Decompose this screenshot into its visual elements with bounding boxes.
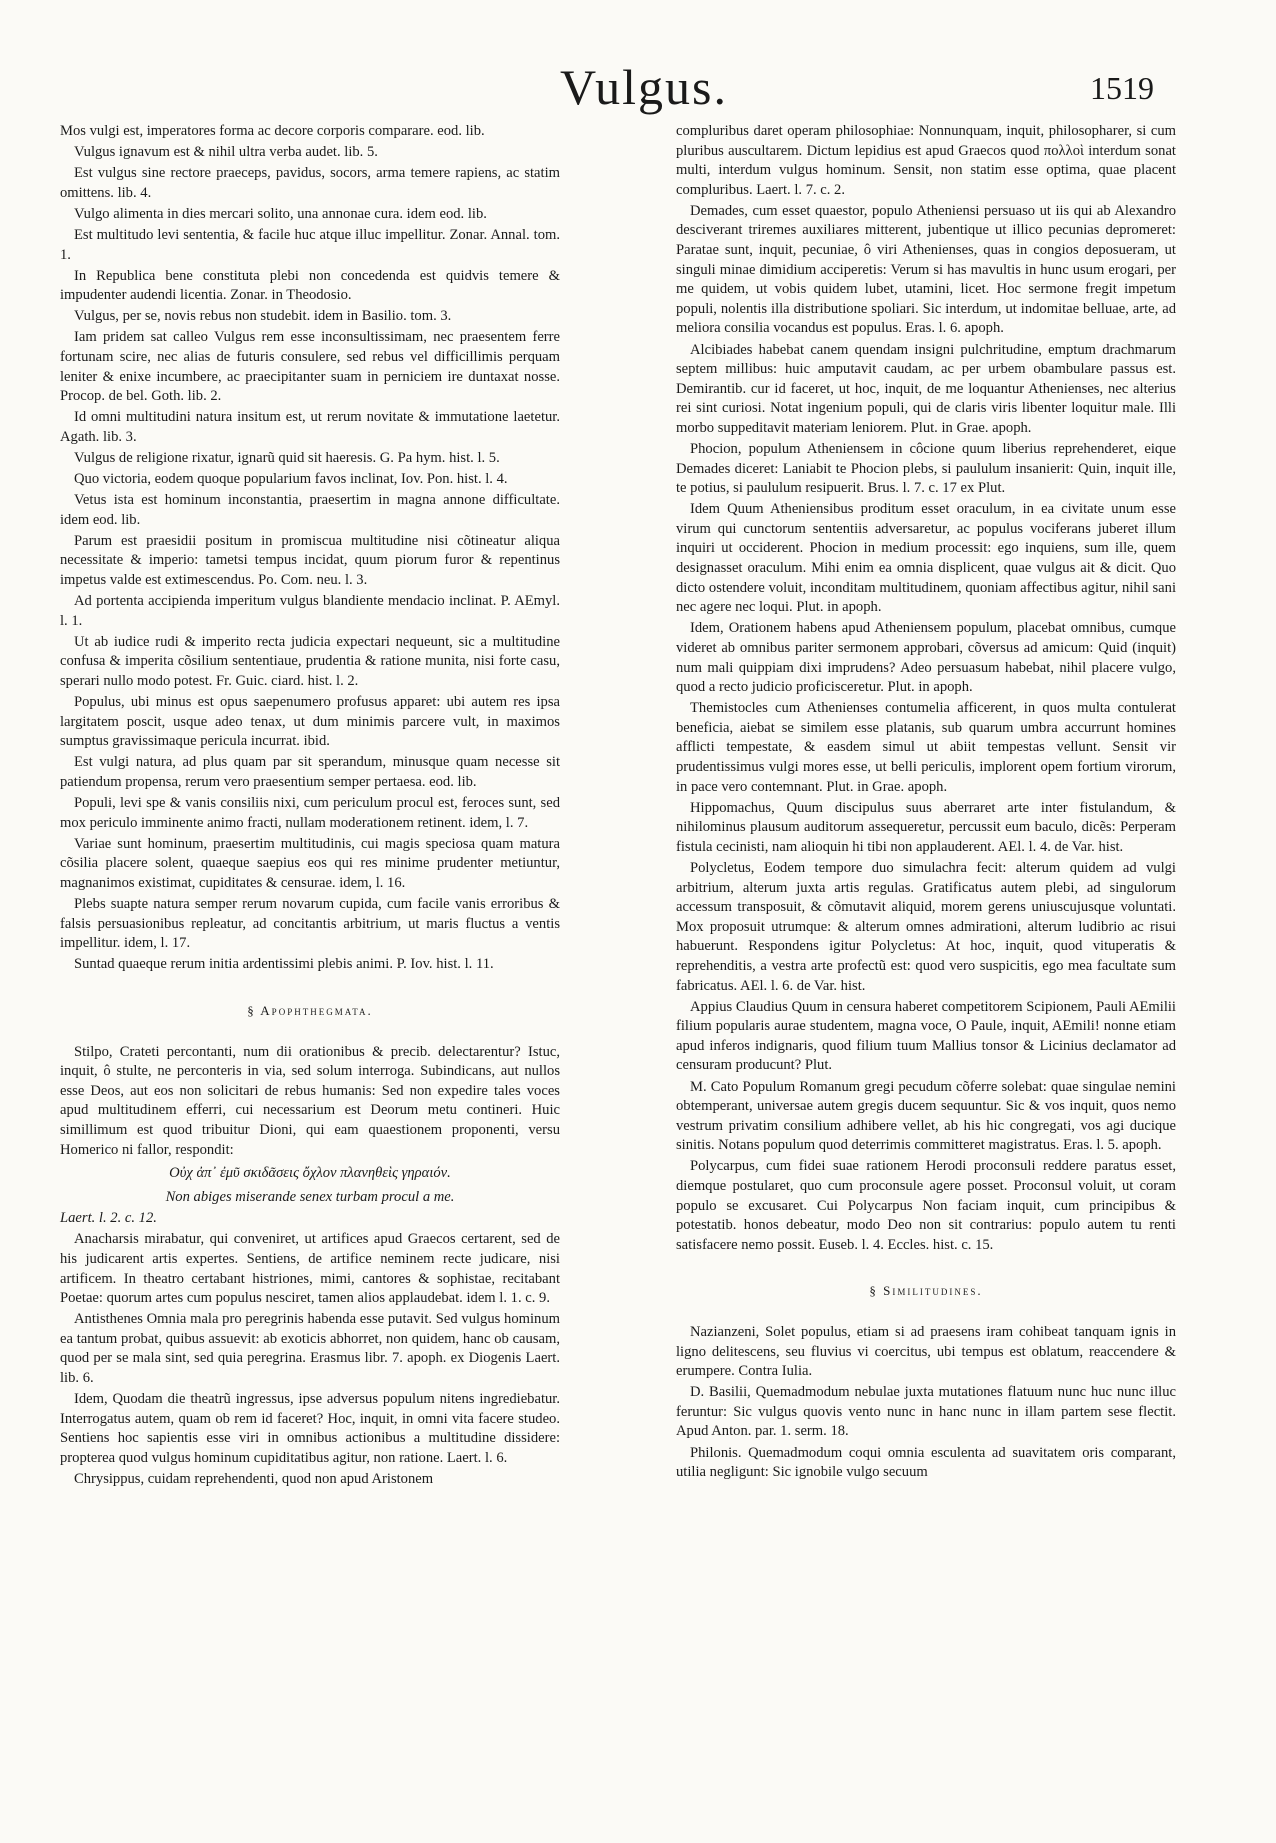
left-column [60, 122, 560, 1491]
paragraph: Polycletus, Eodem tempore duo simulachra fecit: alterum quidem ad vulgi arbitrium, alterum juxta artis regulas. Gratificatus autem plebi, ad singulorum accessum transposuit, & cõmutavit aliquid, morem gerens uniuscujusque voluntati. Mox proposuit utrumque: & alterum omnes admirationi, alterum ludibrio ac risui habuerunt. Respondens igitur Polycletus: At hoc, inquit, quod vituperatis & reprehenditis, a vestra arte profectũ est: quod vero suspicitis, ego mea facultate sum fabricatus. AEl. l. 6. de Var. hist. [676, 859, 1176, 994]
paragraph: Vulgus ignavum est & nihil ultra verba audet. lib. 5. [74, 144, 378, 161]
paragraph: M. Cato Populum Romanum gregi pecudum cõferre solebat: quae singulae nemini obtemperant, universae autem gregis ducem sequuntur. Sic & vos inquit, quos nemo vestrum privatim consilium adhibere vellet, ab his hic congregati, vos agi ducique sinitis. Notans populum quod deterrimis committeret magistratus. Eras. l. 5. apoph. [676, 1078, 1176, 1154]
source-citation: Laert. l. 2. c. 12. [60, 1210, 157, 1227]
paragraph: Idem, Quodam die theatrũ ingressus, ipse adversus populum nitens ingrediebatur. Interrogatus autem, quam ob rem id faceret? Hoc, inquit, in omni vita facere studeo. Sentiens hoc sapientis esse viri in omnibus actionibus a multitudine dissidere: propterea quod vulgus hominum cupiditatibus agitur, non ratione. Laert. l. 6. [60, 1391, 560, 1466]
paragraph: Vetus ista est hominum inconstantia, praesertim in magna annone difficultate. idem eod. lib. [60, 492, 560, 528]
paragraph: Nazianzeni, Solet populus, etiam si ad praesens iram cohibeat tanquam ignis in ligno delitescens, seu fluvius vi coercitus, ubi tempus est oblatum, reaccendere & erumpere. Contra Iulia. [676, 1323, 1176, 1380]
paragraph: Philonis. Quemadmodum coqui omnia esculenta ad suavitatem oris comparant, utilia negligunt: Sic ignobile vulgo secuum [676, 1444, 1176, 1481]
section-heading-apophthegmata: § Apophthegmata. [247, 1002, 373, 1018]
paragraph: Vulgo alimenta in dies mercari solito, una annonae cura. idem eod. lib. [74, 205, 487, 222]
paragraph: Idem, Orationem habens apud Atheniensem populum, placebat omnibus, cumque videret ab omnibus pariter sermonem approbari, cõversus ad amicum: Quid (inquit) num mali quippiam dixi imprudens? Adeo persuasum habebat, nihil placere vulgo, quod a recto judicio proficisceretur. Plut. in apoph. [676, 620, 1176, 696]
paragraph: Stilpo, Crateti percontanti, num dii orationibus & precib. delectarentur? Istuc, inquit, ô stulte, ne perconteris in via, sed solum interroga. Subindicans, aut nullos esse Deos, aut eos non solicitari de rebus humanis: Sed non expedire tales voces apud multitudinem efferri, cui necessarium est Deorum metu contineri. Huic simillimum est quod tribuitur Dioni, qui eam quaestionem proponenti, versu Homerico ni fallor, respondit: [60, 1043, 560, 1158]
paragraph: Suntad quaeque rerum initia ardentissimi plebis animi. P. Iov. hist. l. 11. [74, 956, 494, 973]
paragraph: Alcibiades habebat canem quendam insigni pulchritudine, emptum drachmarum septem millibus: huic amputavit caudam, ac per urbem obambulare passus est. Demirantib. cur id faceret, ut hoc, inquit, de me loquantur Athenienses, nec alterius rei sint curiosi. Notat ingenium populi, qui de claris viris libenter loquitur male. Illi morbo suppeditavit materiam leniorem. Plut. in Grae. apoph. [676, 341, 1176, 436]
section-heading-similitudines: § Similitudines. [869, 1283, 983, 1299]
paragraph: Ut ab iudice rudi & imperito recta judicia expectari nequeunt, sic a multitudine confusa & imperita cõsilium sententiaue, prudentia & ratione munita, nisi forte casu, sperari nullo modo potest. Fr. Guic. ciard. hist. l. 2. [60, 633, 560, 690]
paragraph: Iam pridem sat calleo Vulgus rem esse inconsultissimam, nec praesentem ferre fortunam scire, nec alias de futuris consulere, sed rebus vel difficillimis perquam leniter & enixe incumbere, ac praecipitanter suam in perniciem ire duntaxat nosse. Procop. de bel. Goth. lib. 2. [60, 329, 560, 405]
paragraph: D. Basilii, Quemadmodum nebulae juxta mutationes flatuum nunc huc nunc illuc feruntur: Sic vulgus quovis vento nunc in hanc nunc in illam partem sese flectit. Apud Anton. par. 1. serm. 18. [676, 1384, 1176, 1440]
latin-verse: Non abiges miserande senex turbam procul a me. [165, 1188, 455, 1205]
paragraph: Vulgus, per se, novis rebus non studebit. idem in Basilio. tom. 3. [74, 308, 452, 325]
left-paragraphs [60, 122, 560, 975]
paragraph: Hippomachus, Quum discipulus suus aberraret arte inter fistulandum, & nihilominus plausum auditorum assequeretur, percussit eum baculo, dicẽs: Perperam fistula cecinisti, nam alioquin hi tibi non applauderent. AEl. l. 4. de Var. hist. [676, 799, 1176, 855]
paragraph: Mos vulgi est, imperatores forma ac decore corporis comparare. eod. lib. [60, 123, 485, 139]
paragraph: Antisthenes Omnia mala pro peregrinis habenda esse putavit. Sed vulgus hominum ea tantum probat, quibus assuevit: ab exoticis abhorret, non quidem, hanc ob causam, quod per se mala sint, sed quia peregrina. Erasmus libr. 7. apoph. ex Diogenis Laert. lib. 6. [60, 1311, 560, 1387]
paragraph: Idem Quum Atheniensibus proditum esset oraculum, in ea civitate unum esse virum qui cunctorum sententiis adversaretur, ac populus vociferans juberet illum inquiri ut occiderent. Phocion in medium processit: ego inquiens, sum ille, quem designasset oraculum. Mihi enim ea omnia displicent, quae vulgus ait & dicit. Quo dicto ostendere voluit, inconditam multitudinem, quoniam affectibus agitur, nihil sani nec agere nec loqui. Plut. in apoph. [676, 501, 1176, 616]
paragraph: Variae sunt hominum, praesertim multitudinis, cui magis speciosa quam matura cõsilia placere solent, quaeque saepius eos qui res minime prudenter metiuntur, magnanimos existimat, cupiditates & censurae. idem, l. 16. [60, 835, 560, 891]
paragraph: In Republica bene constituta plebi non concedenda est quidvis temere & impudenter audendi licentia. Zonar. in Theodosio. [60, 267, 560, 304]
paragraph: Appius Claudius Quum in censura haberet competitorem Scipionem, Pauli AEmilii filium popularis aurae studentem, magna voce, O Paule, inquit, AEmili! nonne etiam apud inferos indignaris, quod filium tuum Mallius tonsor & Licinius declamator ad censuram producunt? Plut. [676, 998, 1176, 1074]
greek-verse: Οὐχ ἀπ᾿ ἐμῦ σκιδᾶσεις ὄχλον πλανηθεὶς γηραιόν. [169, 1165, 451, 1182]
running-title: Vulgus. [560, 59, 728, 115]
paragraph: Populus, ubi minus est opus saepenumero profusus apparet: ubi autem res ipsa largitatem poscit, usque adeo tenax, ut dum minimis parcere vult, in maximos sumptus gravissimaque pericula incurrat. ibid. [60, 694, 560, 750]
paragraph: Est multitudo levi sententia, & facile huc atque illuc impellitur. Zonar. Annal. tom. 1. [60, 226, 560, 263]
paragraph: Est vulgus sine rectore praeceps, pavidus, socors, arma temere rapiens, ac statim omittens. lib. 4. [60, 165, 560, 201]
paragraph: Quo victoria, eodem quoque popularium favos inclinat, Iov. Pon. hist. l. 4. [74, 471, 508, 488]
paragraph: Chrysippus, cuidam reprehendenti, quod non apud Aristonem [74, 1471, 434, 1487]
paragraph: compluribus daret operam philosophiae: Nonnunquam, inquit, philosopharer, si cum pluribus auscultarem. Dictum lepidius est apud Graecos quod πολλοὶ interdum sonat multi, interdum vulgus hominum. Sensit, non statim esse optima, quae placent compluribus. Laert. l. 7. c. 2. [676, 123, 1176, 198]
page-header [0, 58, 1276, 118]
paragraph: Themistocles cum Athenienses contumelia afficerent, in quos multa contulerat beneficia, aiebat se similem esse platanis, sub quarum umbra accurrunt homines afflicti tempestate, & easdem simul ut abiit tempestas vellunt. Sensit vir prudentissimus vulgi mores esse, ut belli periculis, implorent opem fortium virorum, in pace vero contemnant. Plut. in Grae. apoph. [676, 700, 1176, 795]
paragraph: Polycarpus, cum fidei suae rationem Herodi proconsuli reddere paratus esset, diemque postularet, quo cum proconsule agere posset. Proconsul voluit, ut coram populo se excusaret. Cui Polycarpus Non faciam inquit, cum principibus & potestatib. honos debeatur, modo Deo non sit contrarius: populo autem tu renti satisfacere nemo possit. Euseb. l. 4. Eccles. hist. c. 15. [676, 1158, 1176, 1253]
paragraph: Ad portenta accipienda imperitum vulgus blandiente mendacio inclinat. P. AEmyl. l. 1. [60, 593, 560, 629]
paragraph: Id omni multitudini natura insitum est, ut rerum novitate & immutatione laetetur. Agath. lib. 3. [60, 409, 560, 445]
paragraph: Est vulgi natura, ad plus quam par sit sperandum, minusque quam necesse sit patiendum propensa, rerum vero praesentium semper pertaesa. eod. lib. [60, 754, 560, 790]
paragraph: Parum est praesidii positum in promiscua multitudine nisi cõtineatur aliqua necessitate & imperio: tametsi tempus incidat, quum piorum furor & repentinus impetus valde est extimescendus. Po. Com. neu. l. 3. [60, 532, 560, 589]
paragraph: Phocion, populum Atheniensem in côcione quum liberius reprehenderet, eique Demades diceret: Laniabit te Phocion plebs, si paululum insanierit: Quin, inquit ille, te potius, si paululum resipuerit. Brus. l. 7. c. 17 ex Plut. [676, 441, 1176, 497]
paragraph: Anacharsis mirabatur, qui conveniret, ut artifices apud Graecos certarent, sed de his judicarent artis expertes. Sentiens, de artifice neminem recte judicare, nisi artificem. In theatro certabant histriones, mimi, cantores & sophistae, recitabant Poetae: quorum artes cum populus nesciret, tamen alios applaudebat. idem l. 1. c. 9. [60, 1231, 560, 1307]
paragraph: Plebs suapte natura semper rerum novarum cupida, cum facile vanis erroribus & falsis persuasionibus repleatur, ad concitantis arbitrium, ut maris fluctus a ventis impellitur. idem, l. 17. [60, 896, 560, 952]
paragraph: Populi, levi spe & vanis consiliis nixi, cum periculum procul est, feroces sunt, sed mox periculo imminente animo fracti, nullam moderationem retinent. idem, l. 7. [60, 795, 560, 831]
paragraph: Vulgus de religione rixatur, ignarũ quid sit haeresis. G. Pa hym. hist. l. 5. [74, 450, 500, 466]
right-column [676, 122, 1176, 1484]
page-number: 1519 [1090, 70, 1154, 106]
paragraph: Demades, cum esset quaestor, populo Atheniensi persuaso ut iis qui ab Alexandro desciverant triremes auxiliares mitterent, jubentique ut illico pecunias depromeret: Paratae sunt, inquit, pecuniae, ô viri Athenienses, quas in congios deposueram, ut singuli minae dimidium acciperetis: Verum si has mavultis in hunc usum erogari, per me quidem, ut vobis quidem lubet, utamini, licet. Hoc sermone fregit impetum populi, nolentis illa distributione spoliari. Sic interdum, ut indomitae belluae, arte, ad meliora consilia vocandus est populus. Eras. l. 6. apoph. [676, 202, 1176, 337]
